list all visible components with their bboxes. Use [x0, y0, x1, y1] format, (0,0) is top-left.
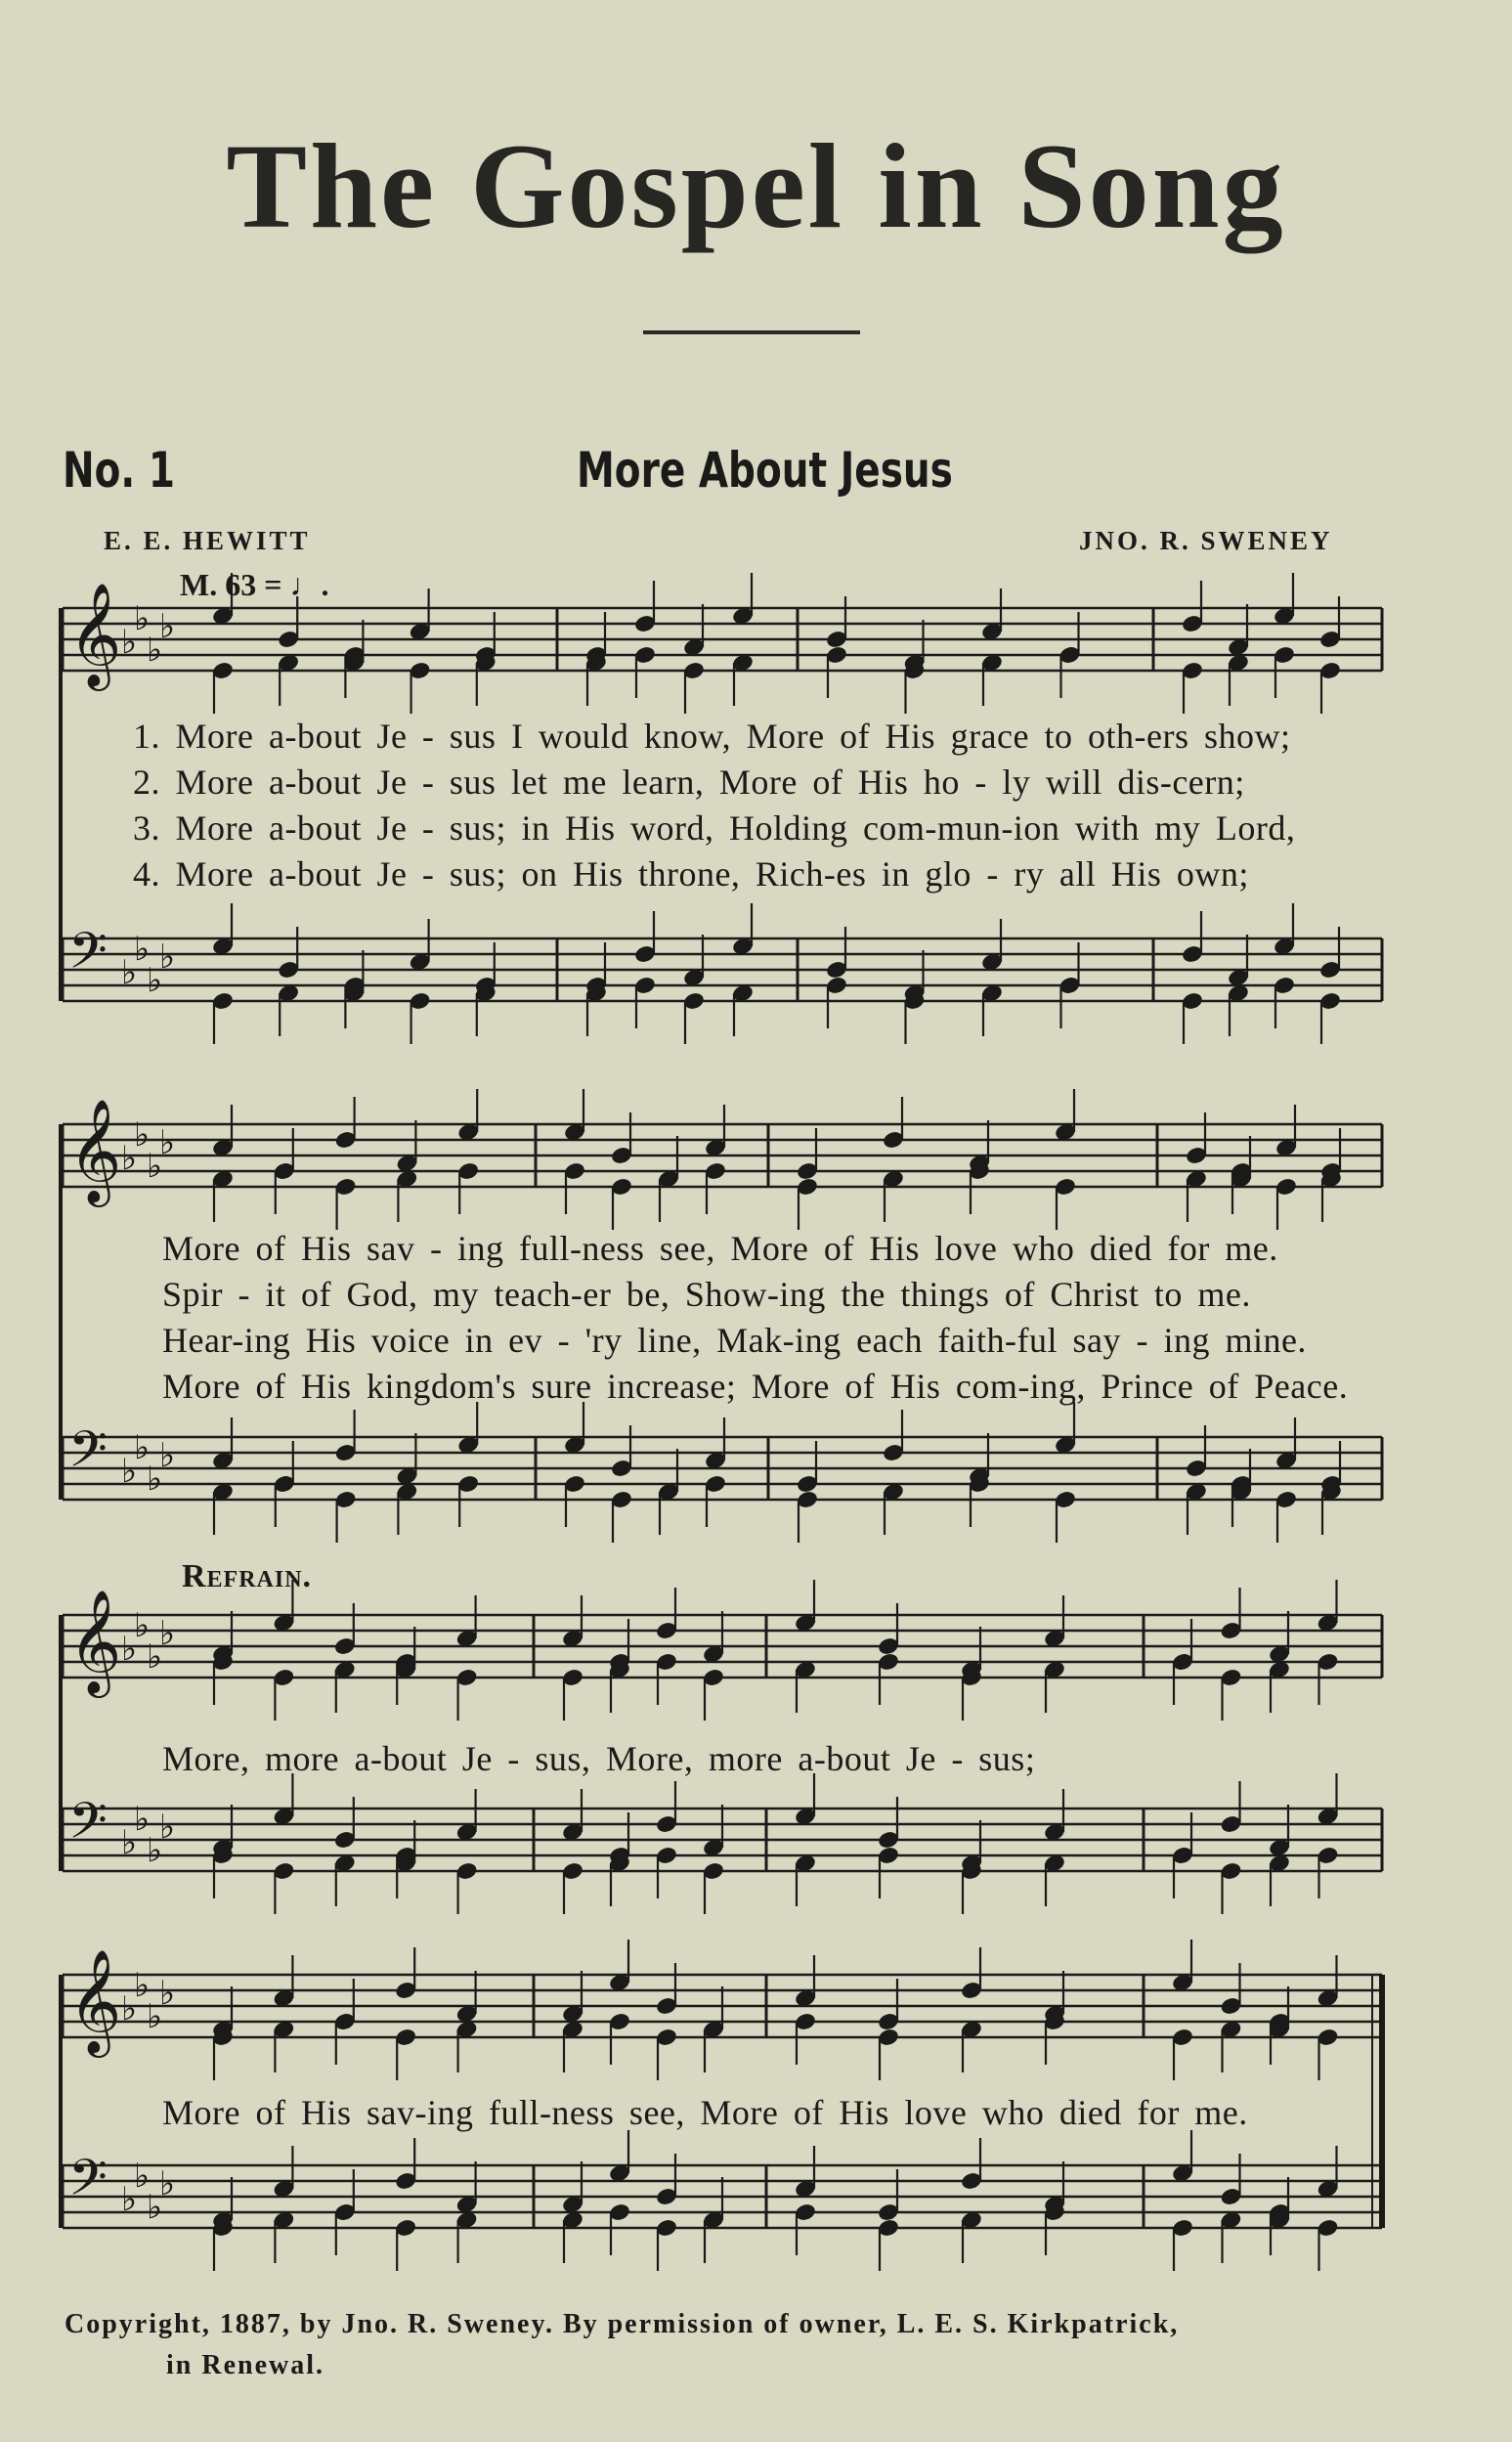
flat-icon: ♭: [121, 1823, 138, 1862]
flat-icon: ♭: [134, 1800, 151, 1839]
flat-icon: ♭: [159, 607, 176, 646]
tempo-marking: M. 63 = ♩.: [180, 567, 329, 602]
flat-icon: ♭: [121, 623, 138, 662]
flat-icon: ♭: [159, 1614, 176, 1653]
flat-icon: ♭: [134, 1966, 151, 2005]
flat-icon: ♭: [147, 1637, 163, 1677]
verse-3-line-1: 3. More a-bout Je - sus; in His word, Holding com-mun-ion with my Lord,: [133, 808, 1296, 848]
bass-clef-icon: 𝄢: [68, 2148, 108, 2219]
flat-icon: ♭: [147, 2188, 163, 2227]
flat-icon: ♭: [147, 1147, 163, 1186]
lyricist-credit: E. E. HEWITT: [104, 526, 311, 555]
refrain-line-1: More, more a-bout Je - sus, More, more a-bout Je - sus;: [162, 1739, 1036, 1778]
flat-icon: ♭: [147, 1460, 163, 1499]
verse-2-line-2: Spir - it of God, my teach-er be, Show-ing the things of Christ to me.: [162, 1275, 1251, 1314]
treble-staff-3: [63, 1580, 1382, 1721]
treble-staff-2: [63, 1089, 1382, 1230]
flat-icon: ♭: [134, 599, 151, 638]
treble-clef-icon: 𝄞: [68, 1948, 122, 2053]
copyright-line-2: in Renewal.: [166, 2350, 324, 2380]
treble-clef-icon: 𝄞: [68, 582, 122, 686]
bass-clef-icon: 𝄢: [68, 1419, 108, 1491]
flat-icon: ♭: [147, 1997, 163, 2036]
flat-icon: ♭: [121, 1989, 138, 2028]
hymn-number: No. 1: [63, 442, 175, 499]
bass-staff-1: [63, 903, 1382, 1044]
hymn-title: More About Jesus: [577, 442, 953, 499]
flat-icon: ♭: [159, 1808, 176, 1847]
bass-clef-icon: 𝄢: [68, 921, 108, 992]
flat-icon: ♭: [134, 2157, 151, 2196]
flat-icon: ♭: [159, 1436, 176, 1475]
bass-staff-2: [63, 1402, 1382, 1543]
book-title: The Gospel in Song: [226, 119, 1286, 253]
flat-icon: ♭: [159, 938, 176, 977]
flat-icon: ♭: [134, 930, 151, 969]
bass-staff-4: [63, 2130, 1382, 2271]
refrain-label: Refrain.: [182, 1558, 313, 1594]
verse-4-line-1: 4. More a-bout Je - sus; on His throne, Rich-es in glo - ry all His own;: [133, 854, 1249, 894]
composer-credit: JNO. R. SWENEY: [1079, 526, 1333, 555]
treble-staff-1: [63, 573, 1382, 714]
treble-clef-icon: 𝄞: [68, 1589, 122, 1693]
flat-icon: ♭: [134, 1115, 151, 1155]
copyright-notice: [65, 2304, 1179, 2386]
flat-icon: ♭: [159, 1974, 176, 2013]
flat-icon: ♭: [121, 953, 138, 992]
flat-icon: ♭: [159, 1123, 176, 1162]
refrain-line-2: More of His sav-ing full-ness see, More of His love who died for me.: [162, 2093, 1248, 2132]
treble-clef-icon: 𝄞: [68, 1098, 122, 1202]
flat-icon: ♭: [121, 1630, 138, 1669]
flat-icon: ♭: [121, 1452, 138, 1491]
verse-4-line-2: More of His kingdom's sure increase; More of His com-ing, Prince of Peace.: [162, 1367, 1349, 1406]
flat-icon: ♭: [147, 631, 163, 670]
verse-1-line-2: More of His sav - ing full-ness see, More of His love who died for me.: [162, 1229, 1278, 1268]
flat-icon: ♭: [121, 1139, 138, 1178]
treble-staff-4: [63, 1940, 1382, 2080]
flat-icon: ♭: [121, 2180, 138, 2219]
flat-icon: ♭: [159, 2164, 176, 2203]
bass-staff-3: [63, 1773, 1382, 1914]
flat-icon: ♭: [147, 1831, 163, 1870]
bass-clef-icon: 𝄢: [68, 1791, 108, 1862]
verse-1-line-1: 1. More a-bout Je - sus I would know, More of His grace to oth-ers show;: [133, 717, 1291, 756]
flat-icon: ♭: [134, 1428, 151, 1467]
flat-icon: ♭: [147, 961, 163, 1000]
verse-2-line-1: 2. More a-bout Je - sus let me learn, More of His ho - ly will dis-cern;: [133, 763, 1245, 802]
copyright-line-1: Copyright, 1887, by Jno. R. Sweney. By permission of owner, L. E. S. Kirkpatrick,: [65, 2309, 1180, 2339]
verse-3-line-2: Hear-ing His voice in ev - 'ry line, Mak-ing each faith-ful say - ing mine.: [162, 1321, 1307, 1360]
flat-icon: ♭: [134, 1606, 151, 1645]
